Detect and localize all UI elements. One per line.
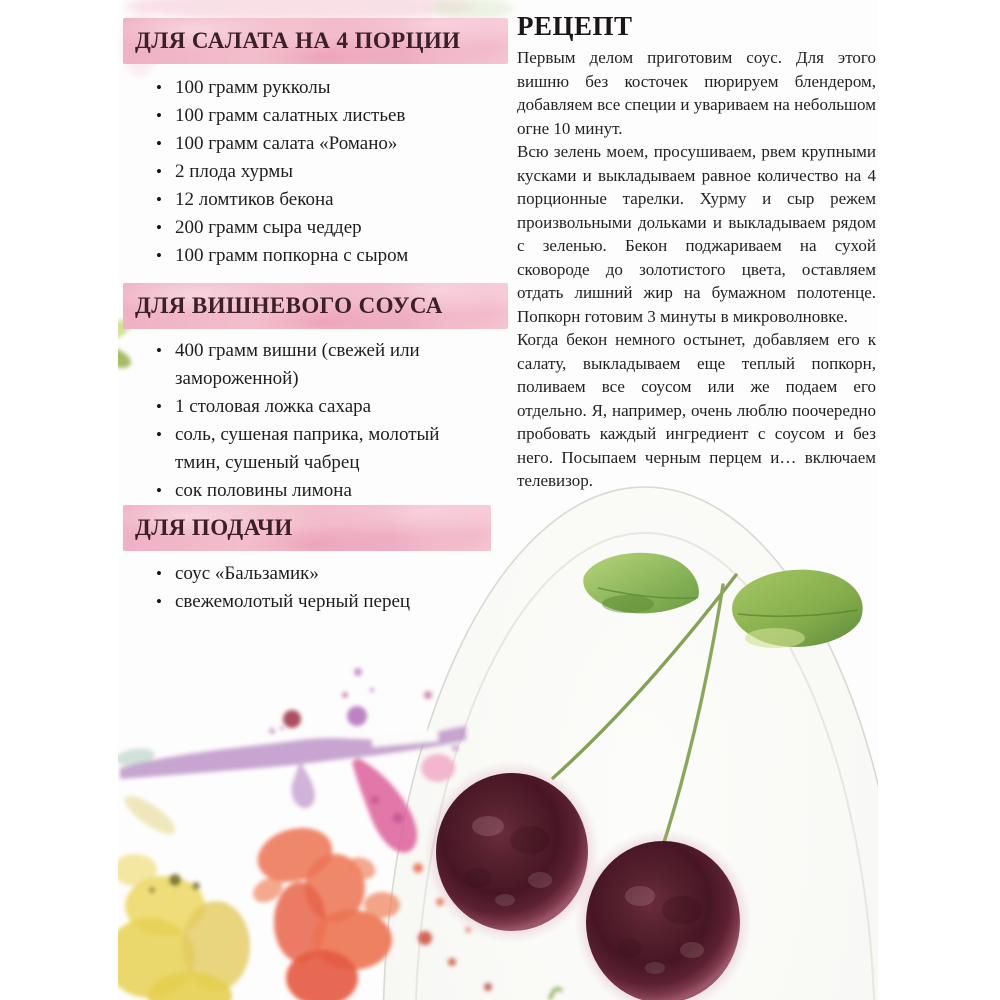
section-title: ДЛЯ САЛАТА НА 4 ПОРЦИИ (135, 28, 461, 53)
list-item: • 200 грамм сыра чеддер (123, 214, 505, 242)
left-page-margin (0, 0, 118, 1000)
list-item: • 1 столовая ложка сахара (123, 393, 473, 421)
list-item: • сок половины лимона (123, 477, 473, 505)
ingredient-list-cherry-sauce (123, 337, 473, 505)
list-item: • соус «Бальзамик» (123, 560, 413, 588)
recipe-title: РЕЦЕПТ (517, 11, 633, 41)
list-item: • 100 грамм рукколы (123, 74, 505, 102)
right-page-margin (878, 0, 1000, 1000)
list-item: • свежемолотый черный перец (123, 588, 413, 616)
section-title: ДЛЯ ПОДАЧИ (135, 515, 293, 540)
recipe-text (517, 46, 876, 493)
list-item: • соль, сушеная паприка, молотый тмин, сушеный чабрец (123, 421, 473, 477)
recipe-paragraph: Когда бекон немного остынет, добавляем его к салату, выкладываем еще теплый попкорн, поливаем все соусом или же подаем его отдельно. Я, например, очень люблю поочередно пробовать каждый ингредиент с соусом и без него. Посыпаем черным перцем и… включаем телевизор. (517, 330, 876, 490)
section-title: ДЛЯ ВИШНЕВОГО СОУСА (135, 293, 443, 318)
section-header-salad (123, 18, 508, 64)
list-item: • 400 грамм вишни (свежей или замороженной) (123, 337, 473, 393)
section-header-serving (123, 505, 491, 551)
recipe-paragraph: Всю зелень моем, просушиваем, рвем крупными кусками и выкладываем равное количество на 4 порционные тарелки. Хурму и сыр режем произвольными дольками и выкладываем рядом с зеленью. Бекон поджариваем на сухой сковороде до золотистого цвета, оставляем отдать лишний жир на бумажном полотенце. Попкорн готовим 3 минуты в микроволновке. (517, 142, 876, 326)
recipe-paragraph: Первым делом приготовим соус. Для этого вишню без косточек пюрируем блендером, добавляем все специи и увариваем на небольшом огне 10 минут. (517, 48, 876, 138)
list-item: • 12 ломтиков бекона (123, 186, 505, 214)
list-item: • 100 грамм салата «Романо» (123, 130, 505, 158)
ingredient-list-salad (123, 74, 505, 270)
cherry-left (424, 761, 600, 943)
list-item: • 2 плода хурмы (123, 158, 505, 186)
ingredient-list-serving (123, 560, 413, 616)
list-item: • 100 грамм салатных листьев (123, 102, 505, 130)
list-item: • 100 грамм попкорна с сыром (123, 242, 505, 270)
section-header-cherry-sauce (123, 283, 508, 329)
